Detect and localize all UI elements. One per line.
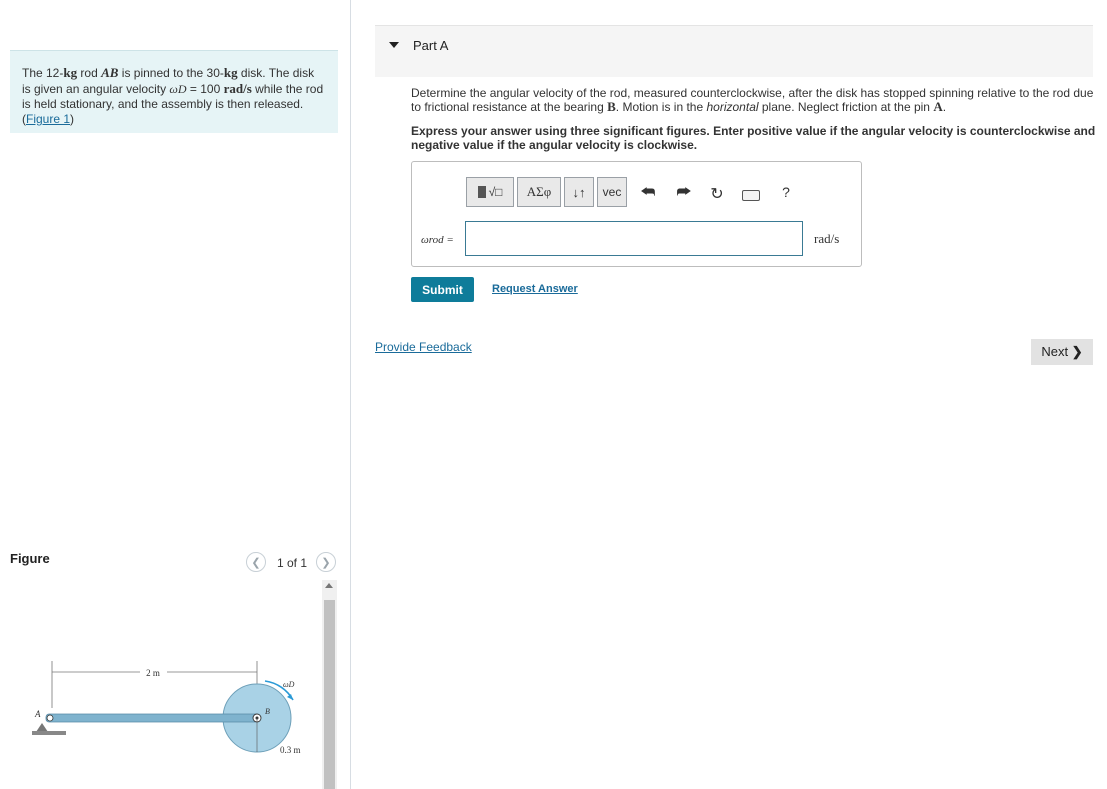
undo-icon[interactable]: ⮪: [640, 184, 656, 201]
arrows-button[interactable]: ↓↑: [564, 177, 594, 207]
answer-variable-label: ωrod =: [421, 234, 454, 246]
point-a-label: A: [35, 709, 41, 719]
part-a-title: Part A: [413, 38, 449, 53]
unit-rad-s: rad/s: [223, 81, 252, 96]
templates-button[interactable]: [466, 177, 514, 207]
greek-symbols-button[interactable]: ΑΣφ: [517, 177, 561, 207]
rod-disk-figure: [25, 650, 315, 770]
question-text-2: . Motion is in the: [615, 100, 707, 114]
sqrt-template-icon: √□: [488, 185, 503, 199]
point-b-label: B: [265, 707, 270, 716]
problem-text-4: disk. The disk is given an angular velocity: [22, 66, 315, 96]
figure-heading: Figure: [10, 551, 50, 566]
prev-figure-button[interactable]: [246, 552, 266, 572]
keyboard-icon[interactable]: [742, 190, 760, 201]
collapse-triangle-icon[interactable]: [389, 42, 399, 48]
problem-statement: The 12-kg rod AB is pinned to the 30-kg disk. The disk is given an angular velocity ωD = 100 rad/s while the rod is held stationary, and the assembly is then released. (Figure 1): [10, 50, 338, 133]
template-block-icon: [478, 186, 486, 198]
part-a-header[interactable]: [375, 25, 1093, 77]
problem-text-5: = 100: [186, 82, 224, 96]
horizontal-word: horizontal: [706, 100, 759, 114]
next-button-label: Next: [1041, 344, 1069, 359]
chevron-right-icon: ❯: [1071, 344, 1083, 359]
request-answer-link[interactable]: Request Answer: [492, 283, 578, 295]
figure-pager-text: 1 of 1: [277, 556, 308, 570]
question-text-4: .: [942, 100, 947, 114]
problem-text-3: is pinned to the 30-: [118, 66, 224, 80]
next-figure-button[interactable]: [316, 552, 336, 572]
chevron-left-icon: ❮: [251, 556, 261, 569]
unit-kg-2: kg: [223, 65, 238, 80]
answer-input[interactable]: [465, 221, 803, 256]
scroll-up-arrow-icon[interactable]: [325, 583, 333, 588]
figure-link[interactable]: Figure 1: [26, 112, 71, 126]
question-text-3: plane. Neglect friction at the pin: [758, 100, 934, 114]
omega-d-symbol: ωD: [169, 82, 187, 96]
dimension-0-3m: 0.3 m: [280, 745, 301, 755]
pane-divider: [350, 0, 351, 789]
reset-icon[interactable]: ↻: [710, 186, 724, 203]
unit-kg: kg: [63, 65, 78, 80]
submit-button[interactable]: Submit: [411, 277, 474, 302]
provide-feedback-link[interactable]: Provide Feedback: [375, 340, 472, 354]
pin-a: A: [933, 99, 943, 114]
dimension-2m: 2 m: [146, 668, 160, 678]
figure-scroll-thumb[interactable]: [324, 600, 335, 789]
vector-button[interactable]: vec: [597, 177, 627, 207]
next-button[interactable]: [1031, 339, 1093, 365]
help-button[interactable]: ?: [782, 184, 790, 200]
problem-text-1: The 12-: [22, 66, 64, 80]
problem-text-2: rod: [77, 66, 102, 80]
answer-unit: rad/s: [814, 231, 840, 246]
bearing-b: B: [607, 99, 616, 114]
question-text-1: Determine the angular velocity of the rod, measured counterclockwise, after the disk has stopped spinning relative to the rod due to frictional resistance at the bearing: [411, 86, 1094, 114]
rod-ab: AB: [101, 65, 119, 80]
answer-instructions: Express your answer using three significant figures. Enter positive value if the angular velocity is counterclockwise and negative value if the angular velocity is clockwise.: [411, 124, 1096, 152]
redo-icon[interactable]: ⮫: [676, 184, 692, 201]
chevron-right-icon: ❯: [321, 556, 331, 569]
problem-text-6: while the rod is held stationary, and the assembly is then released.: [22, 82, 324, 111]
omega-label: ωD: [283, 680, 295, 689]
question-text: [411, 86, 1101, 114]
